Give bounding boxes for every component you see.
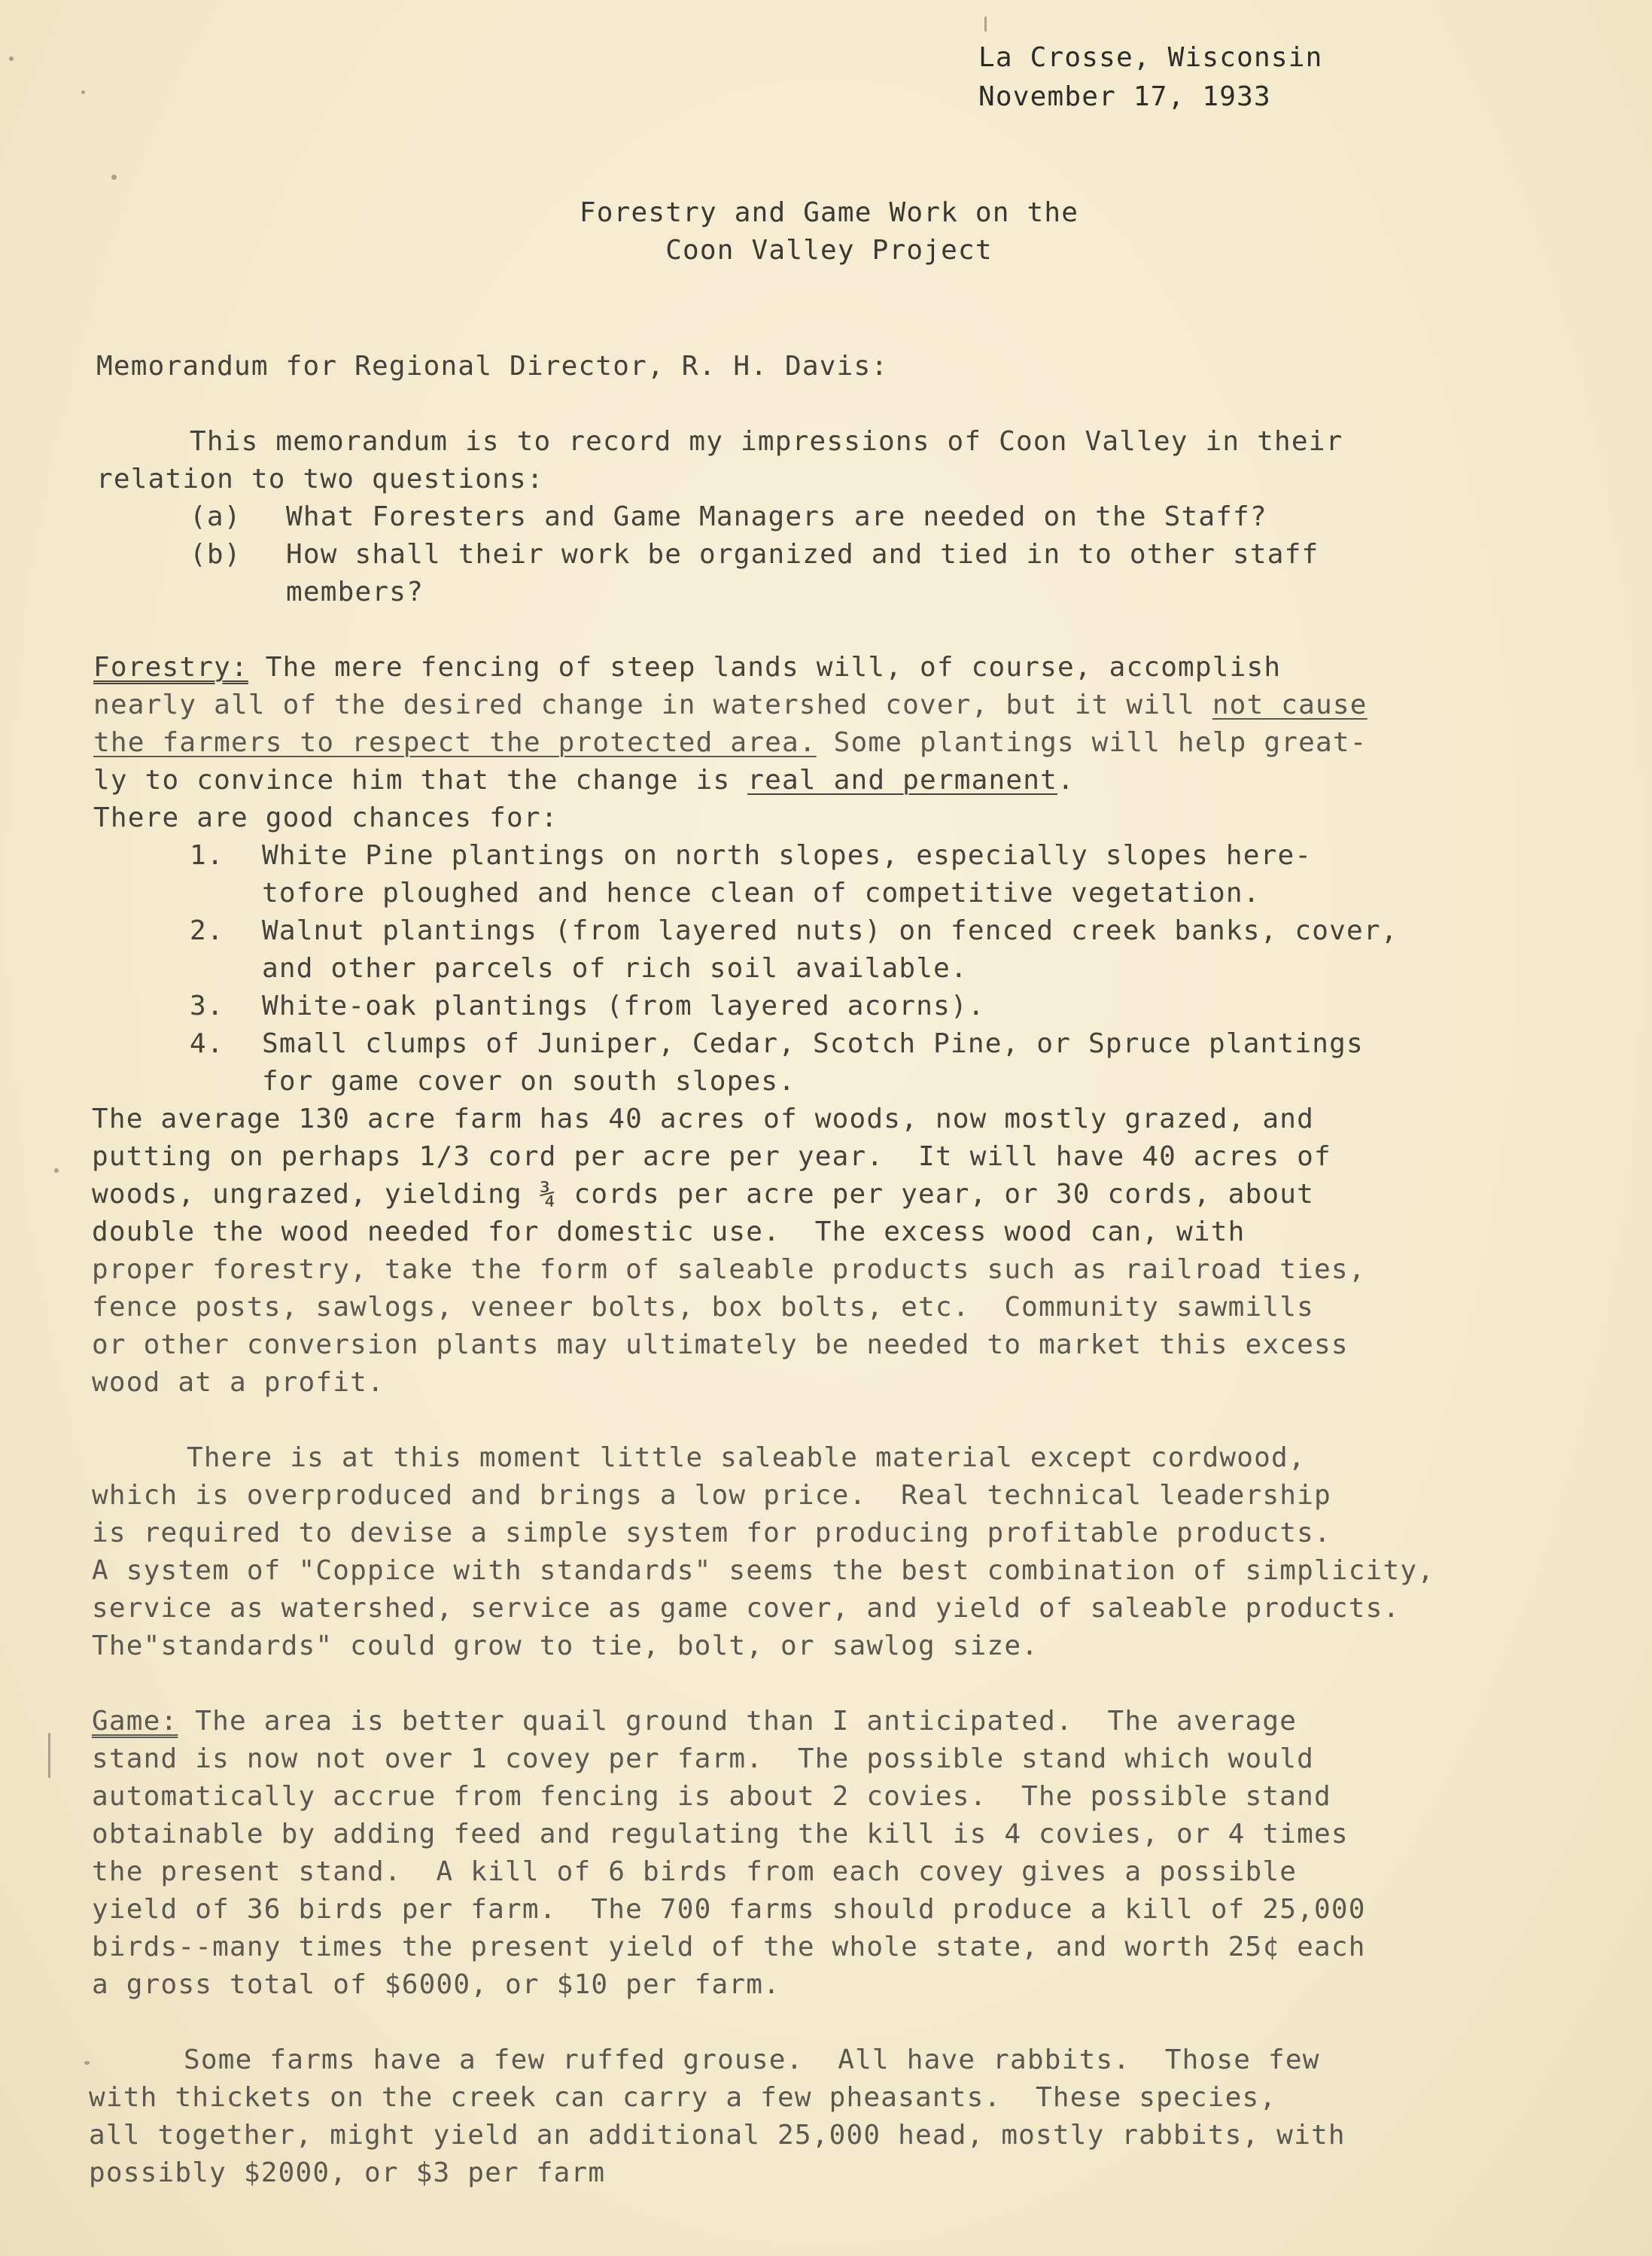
forestry-para3-line-1: There is at this moment little saleable material except cordwood, <box>187 1442 1306 1473</box>
forestry-line-3 <box>93 724 1368 762</box>
forestry-para3-line-6: The"standards" could grow to tie, bolt, or sawlog size. <box>92 1630 1039 1661</box>
title-line-1: Forestry and Game Work on the <box>579 197 1079 228</box>
item-3-number: 3. <box>190 991 224 1021</box>
forestry-line-2-text: nearly all of the desired change in watershed cover, but it will <box>93 690 1212 720</box>
forestry-para2-line-5: proper forestry, take the form of saleable products such as railroad ties, <box>92 1254 1366 1285</box>
item-2-line-2: and other parcels of rich soil available. <box>262 953 968 984</box>
question-b-label: (b) <box>190 539 242 570</box>
game-line-4: obtainable by adding feed and regulating the kill is 4 covies, or 4 times <box>92 1819 1349 1850</box>
forestry-para2-line-3: woods, ungrazed, yielding ¾ cords per acre per year, or 30 cords, about <box>92 1179 1315 1210</box>
forestry-para3-line-2: which is overproduced and brings a low price. Real technical leadership <box>92 1480 1331 1511</box>
forestry-line-1-text: The mere fencing of steep lands will, of course, accomplish <box>248 652 1282 683</box>
item-3-line-1: White-oak plantings (from layered acorns). <box>262 991 985 1021</box>
game-line-6: yield of 36 birds per farm. The 700 farms should produce a kill of 25,000 <box>92 1894 1366 1925</box>
question-a-label: (a) <box>190 501 242 532</box>
forestry-line-4-end: . <box>1057 765 1075 796</box>
item-1-number: 1. <box>190 840 224 871</box>
forestry-para2-line-7: or other conversion plants may ultimately be needed to market this excess <box>92 1329 1349 1360</box>
paper-speck <box>81 90 85 94</box>
paper-speck <box>84 2061 90 2065</box>
item-2-number: 2. <box>190 915 224 946</box>
question-a-text: What Foresters and Game Managers are needed on the Staff? <box>286 501 1267 532</box>
game-heading: Game: <box>92 1706 178 1737</box>
forestry-line-5: There are good chances for: <box>93 802 558 833</box>
game-line-3: automatically accrue from fencing is about 2 covies. The possible stand <box>92 1781 1331 1812</box>
item-1-line-1: White Pine plantings on north slopes, especially slopes here- <box>262 840 1313 871</box>
intro-line-2: relation to two questions: <box>96 464 544 495</box>
game-para2-line-1: Some farms have a few ruffed grouse. All have rabbits. Those few <box>184 2044 1320 2075</box>
forestry-line-2 <box>93 687 1368 724</box>
forestry-para2-line-6: fence posts, sawlogs, veneer bolts, box bolts, etc. Community sawmills <box>92 1292 1315 1323</box>
game-para2-line-4: possibly $2000, or $3 per farm <box>89 2157 606 2188</box>
question-b-text-2: members? <box>286 577 424 607</box>
paper-speck <box>9 56 14 61</box>
item-4-line-2: for game cover on south slopes. <box>262 1066 796 1097</box>
salutation: Memorandum for Regional Director, R. H. Davis: <box>96 351 889 382</box>
game-para2-line-3: all together, might yield an additional 25,000 head, mostly rabbits, with <box>89 2120 1346 2151</box>
forestry-para2-line-1: The average 130 acre farm has 40 acres of woods, now mostly grazed, and <box>92 1104 1315 1134</box>
game-line-1-text: The area is better quail ground than I anticipated. The average <box>178 1706 1298 1737</box>
intro-line-1: This memorandum is to record my impressions of Coon Valley in their <box>190 426 1343 457</box>
forestry-emphasis-1: not cause <box>1212 690 1368 720</box>
game-para2-line-2: with thickets on the creek can carry a few pheasants. These species, <box>89 2082 1277 2113</box>
forestry-para3-line-4: A system of "Coppice with standards" seems the best combination of simplicity, <box>92 1555 1435 1586</box>
paper-speck <box>54 1168 59 1173</box>
question-b-text-1: How shall their work be organized and tied in to other staff <box>286 539 1319 570</box>
game-line-1 <box>92 1703 1297 1740</box>
forestry-line-1 <box>93 649 1281 687</box>
forestry-emphasis-3: real and permanent <box>747 765 1057 796</box>
forestry-para3-line-3: is required to devise a simple system for producing profitable products. <box>92 1518 1331 1548</box>
item-4-number: 4. <box>190 1028 224 1059</box>
dateline-date: November 17, 1933 <box>978 81 1271 112</box>
forestry-line-4-text: ly to convince him that the change is <box>93 765 748 796</box>
forestry-para2-line-4: double the wood needed for domestic use. The excess wood can, with <box>92 1216 1246 1247</box>
dateline-place: La Crosse, Wisconsin <box>978 42 1323 73</box>
game-line-7: birds--many times the present yield of the whole state, and worth 25¢ each <box>92 1932 1366 1962</box>
forestry-line-3-text: Some plantings will help great- <box>816 727 1368 758</box>
forestry-para2-line-2: putting on perhaps 1/3 cord per acre per year. It will have 40 acres of <box>92 1141 1331 1172</box>
item-4-line-1: Small clumps of Juniper, Cedar, Scotch Pine, or Spruce plantings <box>262 1028 1364 1059</box>
paper-speck <box>111 175 117 180</box>
forestry-line-4 <box>93 762 1075 799</box>
paper-speck <box>48 1733 50 1778</box>
item-2-line-1: Walnut plantings (from layered nuts) on fenced creek banks, cover, <box>262 915 1398 946</box>
forestry-emphasis-2: the farmers to respect the protected area. <box>93 727 817 758</box>
item-1-line-2: tofore ploughed and hence clean of competitive vegetation. <box>262 878 1261 909</box>
paper-speck <box>984 17 987 32</box>
title-line-2: Coon Valley Project <box>665 235 993 266</box>
game-line-5: the present stand. A kill of 6 birds from each covey gives a possible <box>92 1856 1298 1887</box>
forestry-para2-line-8: wood at a profit. <box>92 1367 385 1398</box>
forestry-heading: Forestry: <box>93 652 248 683</box>
game-line-8: a gross total of $6000, or $10 per farm. <box>92 1969 780 2000</box>
forestry-para3-line-5: service as watershed, service as game cover, and yield of saleable products. <box>92 1593 1401 1624</box>
game-line-2: stand is now not over 1 covey per farm. The possible stand which would <box>92 1743 1315 1774</box>
